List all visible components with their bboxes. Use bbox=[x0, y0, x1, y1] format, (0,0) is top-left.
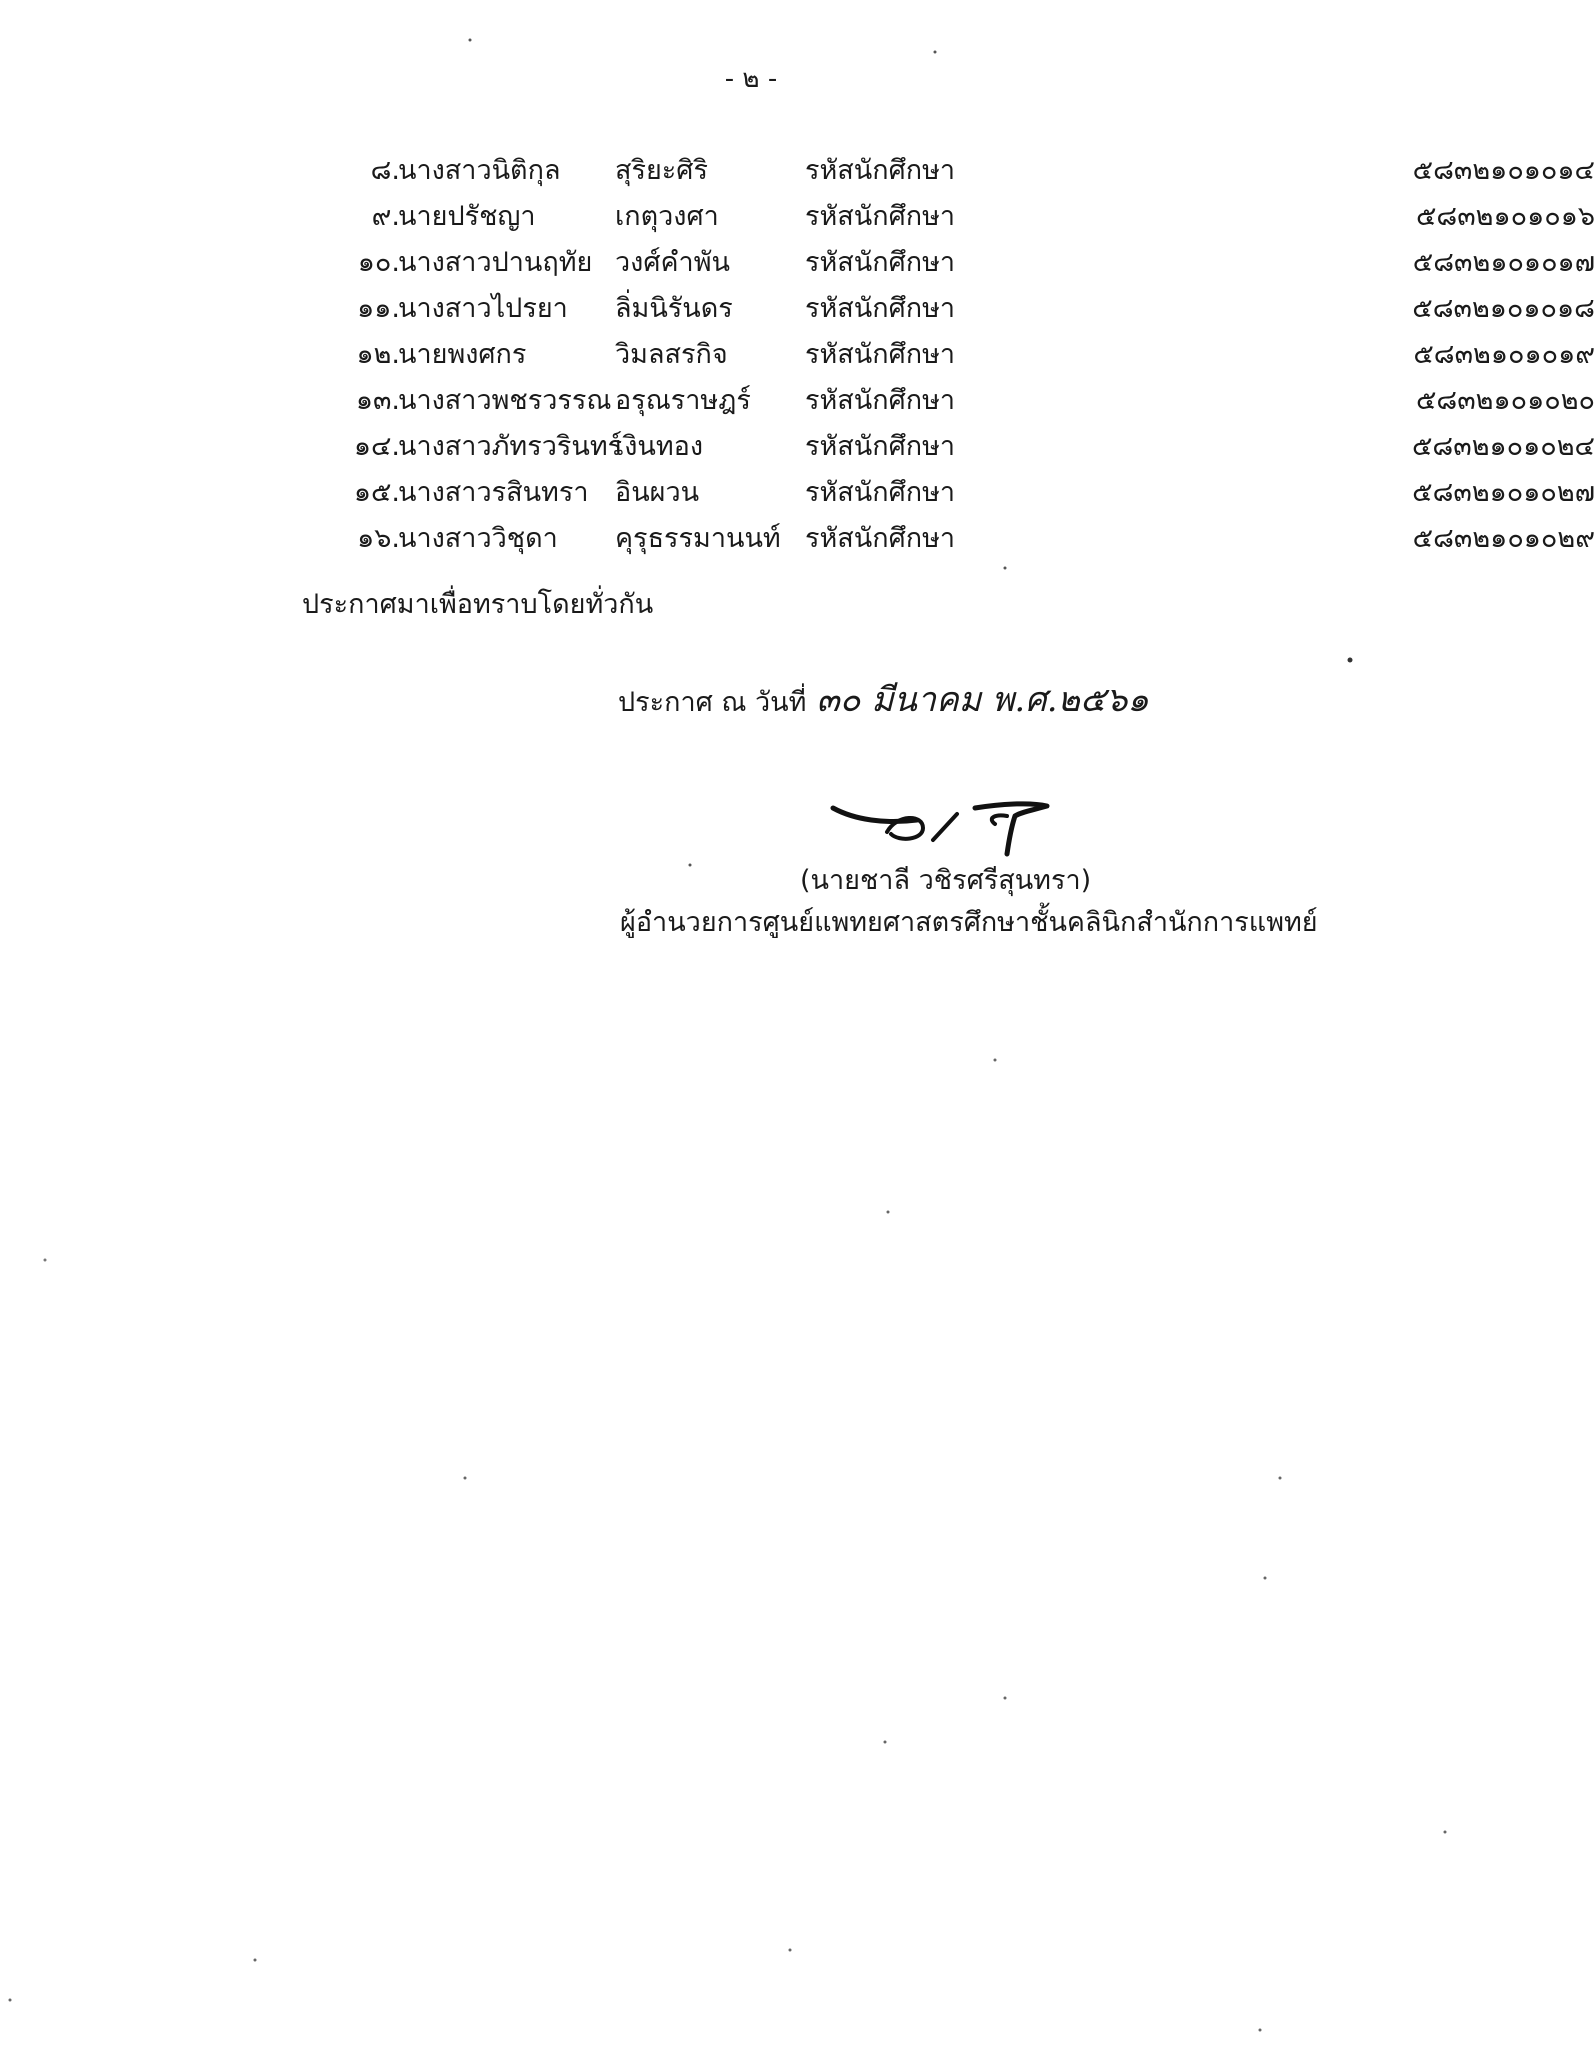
student-last-name: สุริยะศิริ bbox=[615, 155, 708, 186]
student-number: ๑๖. bbox=[357, 523, 400, 554]
announcement-date bbox=[618, 672, 1149, 726]
student-id-label: รหัสนักศึกษา bbox=[805, 477, 956, 508]
signer-name: (นายชาลี วชิรศรีสุนทรา) bbox=[800, 865, 1092, 896]
student-first-name: นางสาวนิติกุล bbox=[398, 155, 561, 186]
student-id-label: รหัสนักศึกษา bbox=[805, 339, 956, 370]
student-id: ๕๘๓๒๑๐๑๐๑๔ bbox=[1412, 155, 1595, 186]
handwritten-signature bbox=[825, 780, 1055, 860]
student-id: ๕๘๓๒๑๐๑๐๑๘ bbox=[1412, 293, 1595, 324]
student-id: ๕๘๓๒๑๐๑๐๒๔ bbox=[1412, 431, 1595, 462]
student-first-name: นายปรัชญา bbox=[398, 201, 536, 232]
student-first-name: นายพงศกร bbox=[398, 339, 527, 370]
closing-statement: ประกาศมาเพื่อทราบโดยทั่วกัน bbox=[302, 589, 654, 620]
page-number: - ๒ - bbox=[724, 64, 778, 94]
student-number: ๑๐. bbox=[357, 247, 400, 278]
handwritten-date: ๓๐ มีนาคม พ.ศ.๒๕๖๑ bbox=[816, 680, 1149, 720]
student-first-name: นางสาวรสินทรา bbox=[398, 477, 589, 508]
signer-title: ผู้อำนวยการศูนย์แพทยศาสตรศึกษาชั้นคลินิกสำนักการแพทย์ bbox=[620, 907, 1318, 938]
student-number: ๘. bbox=[370, 155, 400, 186]
student-number: ๙. bbox=[371, 201, 400, 232]
student-id-label: รหัสนักศึกษา bbox=[805, 247, 956, 278]
student-first-name: นางสาววิชุดา bbox=[398, 523, 558, 554]
student-id-label: รหัสนักศึกษา bbox=[805, 385, 956, 416]
student-first-name: นางสาวพชรวรรณ bbox=[398, 385, 612, 416]
student-number: ๑๓. bbox=[355, 385, 400, 416]
student-id-label: รหัสนักศึกษา bbox=[805, 293, 956, 324]
student-last-name: อินผวน bbox=[615, 477, 700, 508]
student-number: ๑๔. bbox=[353, 431, 400, 462]
student-id-label: รหัสนักศึกษา bbox=[805, 523, 956, 554]
student-first-name: นางสาวไปรยา bbox=[398, 293, 568, 324]
student-number: ๑๕. bbox=[353, 477, 400, 508]
student-number: ๑๑. bbox=[357, 293, 400, 324]
student-id-label: รหัสนักศึกษา bbox=[805, 155, 956, 186]
student-id: ๕๘๓๒๑๐๑๐๑๖ bbox=[1415, 201, 1595, 232]
student-id: ๕๘๓๒๑๐๑๐๑๗ bbox=[1412, 247, 1595, 278]
student-last-name: คุรุธรรมานนท์ bbox=[615, 523, 781, 554]
date-prefix: ประกาศ ณ วันที่ bbox=[618, 687, 807, 718]
student-id: ๕๘๓๒๑๐๑๐๒๗ bbox=[1412, 477, 1595, 508]
student-last-name: ลิ่มนิรันดร bbox=[615, 293, 733, 324]
student-id-label: รหัสนักศึกษา bbox=[805, 431, 956, 462]
student-last-name: วิมลสรกิจ bbox=[615, 339, 728, 370]
student-id-label: รหัสนักศึกษา bbox=[805, 201, 956, 232]
student-first-name: นางสาวภัทรวรินทร์ bbox=[398, 431, 623, 462]
student-last-name: วงศ์คำพัน bbox=[615, 247, 730, 278]
student-id: ๕๘๓๒๑๐๑๐๒๐ bbox=[1415, 385, 1595, 416]
student-number: ๑๒. bbox=[356, 339, 400, 370]
student-id: ๕๘๓๒๑๐๑๐๒๙ bbox=[1412, 523, 1595, 554]
student-last-name: อรุณราษฎร์ bbox=[615, 385, 751, 416]
student-last-name: เงินทอง bbox=[615, 431, 704, 462]
student-first-name: นางสาวปานฤทัย bbox=[398, 247, 593, 278]
student-id: ๕๘๓๒๑๐๑๐๑๙ bbox=[1413, 339, 1595, 370]
student-last-name: เกตุวงศา bbox=[615, 201, 719, 232]
